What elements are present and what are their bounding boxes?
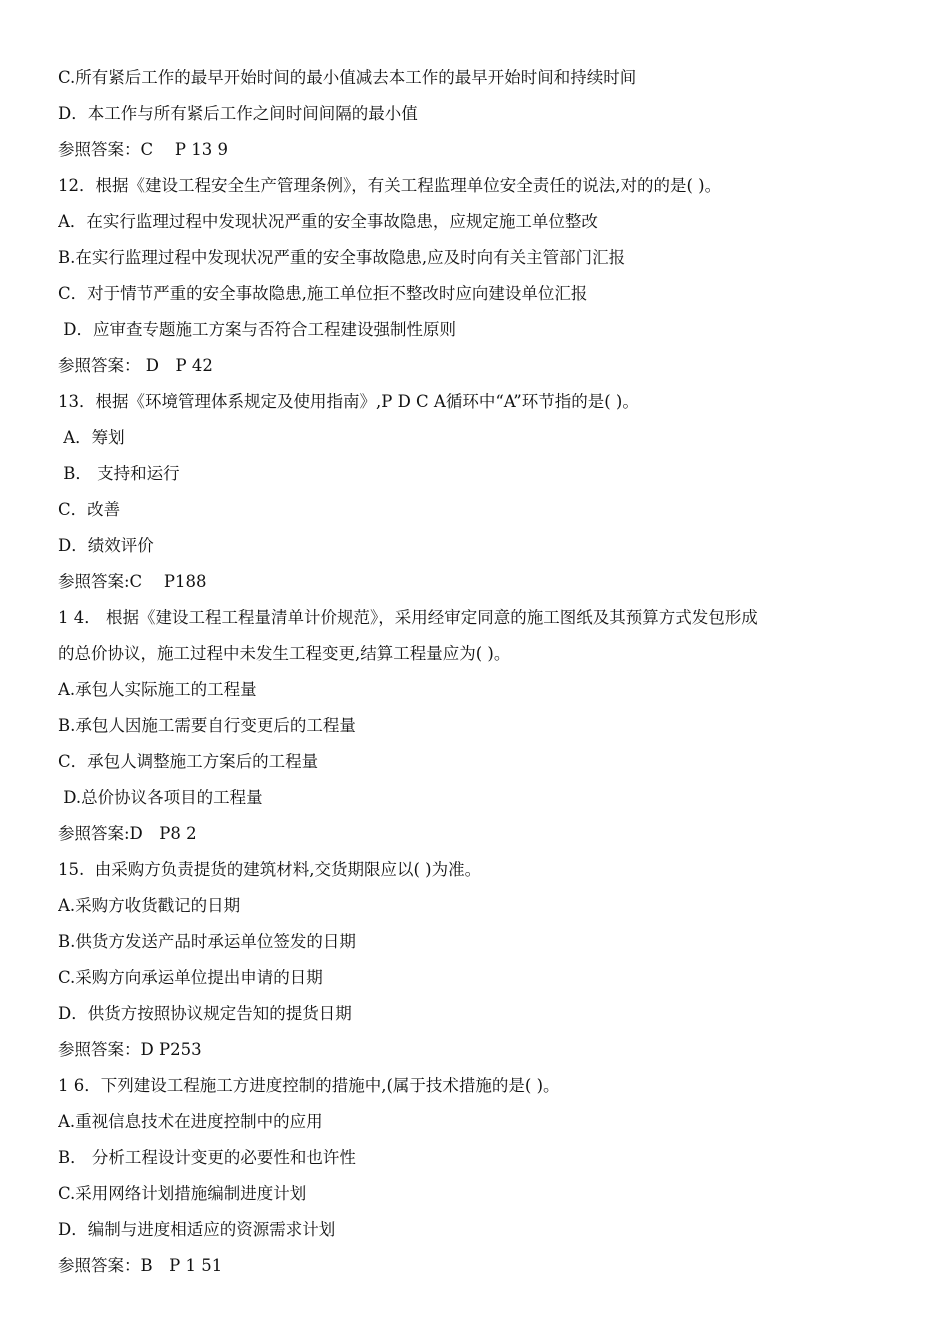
answer-line-12: 参照答案： D P 42 bbox=[58, 356, 213, 375]
text-line-1: C.所有紧后工作的最早开始时间的最小值减去本工作的最早开始时间和持续时间 bbox=[58, 68, 637, 87]
question-16: 1 6．下列建设工程施工方进度控制的措施中,(属于技术措施的是( )。 bbox=[58, 1076, 560, 1095]
question-13-option-b: B． 支持和运行 bbox=[58, 464, 180, 483]
document-page bbox=[58, 60, 918, 1284]
text-line-2: D．本工作与所有紧后工作之间时间间隔的最小值 bbox=[58, 104, 418, 123]
question-14: 1 4． 根据《建设工程工程量清单计价规范》，采用经审定同意的施工图纸及其预算方式发包形成 bbox=[58, 608, 758, 627]
question-13-option-d: D．绩效评价 bbox=[58, 536, 154, 555]
question-13-option-c: C．改善 bbox=[58, 500, 121, 519]
question-15-option-b: B.供货方发送产品时承运单位签发的日期 bbox=[58, 932, 356, 951]
answer-line-11: 参照答案：C P 13 9 bbox=[58, 140, 228, 159]
question-15: 15. 由采购方负责提货的建筑材料,交货期限应以( )为准。 bbox=[58, 860, 482, 879]
answer-line-15: 参照答案：D P253 bbox=[58, 1040, 202, 1059]
question-12-option-a: A．在实行监理过程中发现状况严重的安全事故隐患，应规定施工单位整改 bbox=[58, 212, 598, 231]
question-16-option-b: B． 分析工程设计变更的必要性和也许性 bbox=[58, 1148, 356, 1167]
answer-line-16: 参照答案：B P 1 51 bbox=[58, 1256, 223, 1275]
answer-line-14: 参照答案:D P8 2 bbox=[58, 824, 197, 843]
question-15-option-c: C.采购方向承运单位提出申请的日期 bbox=[58, 968, 323, 987]
question-16-option-a: A.重视信息技术在进度控制中的应用 bbox=[58, 1112, 323, 1131]
question-12-option-d: D．应审查专题施工方案与否符合工程建设强制性原则 bbox=[58, 320, 456, 339]
question-14-option-c: C．承包人调整施工方案后的工程量 bbox=[58, 752, 319, 771]
question-14-option-d: D.总价协议各项目的工程量 bbox=[58, 788, 263, 807]
question-12: 12．根据《建设工程安全生产管理条例》，有关工程监理单位安全责任的说法,对的的是( )。 bbox=[58, 176, 722, 195]
question-16-option-d: D．编制与进度相适应的资源需求计划 bbox=[58, 1220, 336, 1239]
question-14-option-b: B.承包人因施工需要自行变更后的工程量 bbox=[58, 716, 356, 735]
question-15-option-d: D．供货方按照协议规定告知的提货日期 bbox=[58, 1004, 352, 1023]
question-13: 13．根据《环境管理体系规定及使用指南》,P D C A循环中“A”环节指的是( )。 bbox=[58, 392, 639, 411]
question-14-option-a: A.承包人实际施工的工程量 bbox=[58, 680, 257, 699]
question-16-option-c: C.采用网络计划措施编制进度计划 bbox=[58, 1184, 307, 1203]
question-12-option-c: C．对于情节严重的安全事故隐患,施工单位拒不整改时应向建设单位汇报 bbox=[58, 284, 588, 303]
question-13-option-a: A．筹划 bbox=[58, 428, 125, 447]
question-12-option-b: B.在实行监理过程中发现状况严重的安全事故隐患,应及时向有关主管部门汇报 bbox=[58, 248, 626, 267]
answer-line-13: 参照答案:C P188 bbox=[58, 572, 207, 591]
question-15-option-a: A.采购方收货戳记的日期 bbox=[58, 896, 241, 915]
question-14-cont: 的总价协议，施工过程中未发生工程变更,结算工程量应为( )。 bbox=[58, 644, 511, 663]
